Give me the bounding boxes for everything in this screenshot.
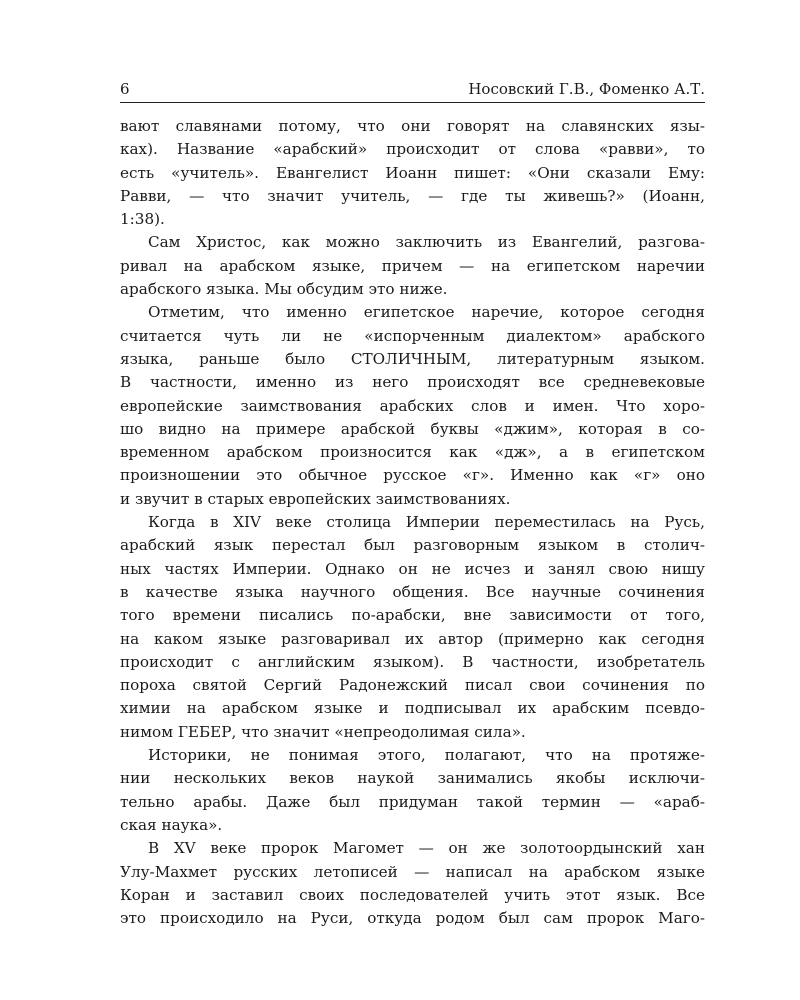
text-line: 1:38). (120, 210, 165, 229)
text-line: на каком языке разговаривал их автор (примерно как сегодня (120, 629, 705, 648)
text-line: Равви, — что значит учитель, — где ты живешь?» (Иоанн, (120, 186, 705, 205)
text-line: нии нескольких веков наукой занимались якобы исключи- (120, 769, 705, 788)
text-line: европейские заимствования арабских слов и имен. Что хоро- (120, 396, 705, 415)
text-line: ривал на арабском языке, причем — на египетском наречии (120, 256, 705, 275)
text-line: языка, раньше было СТОЛИЧНЫМ, литературным языком. (120, 349, 705, 368)
text-line: шо видно на примере арабской буквы «джим», которая в со- (120, 419, 705, 438)
text-line: Историки, не понимая этого, полагают, что на протяже- (148, 746, 705, 765)
text-line: в качестве языка научного общения. Все научные сочинения (120, 582, 705, 601)
text-line: Когда в XIV веке столица Империи переместилась на Русь, (148, 513, 705, 532)
text-line: тельно арабы. Даже был придуман такой термин — «араб- (120, 792, 705, 811)
body-text (120, 115, 705, 930)
text-line: Улу-Махмет русских летописей — написал на арабском языке (120, 862, 705, 881)
text-line: пороха святой Сергий Радонежский писал свои сочинения по (120, 676, 705, 695)
text-line: временном арабском произносится как «дж», а в египетском (120, 443, 705, 462)
text-line: ных частях Империи. Однако он не исчез и занял свою нишу (120, 559, 705, 578)
text-line: химии на арабском языке и подписывал их арабским псевдо- (120, 699, 705, 718)
text-line: ская наука». (120, 815, 223, 834)
text-line: арабского языка. Мы обсудим это ниже. (120, 280, 448, 299)
text-line: Отметим, что именно египетское наречие, которое сегодня (148, 303, 705, 322)
running-head-authors: Носовский Г.В., Фоменко А.Т. (468, 80, 705, 98)
text-line: и звучит в старых европейских заимствованиях. (120, 489, 511, 508)
page-number: 6 (120, 80, 130, 98)
text-line: арабский язык перестал был разговорным языком в столич- (120, 536, 705, 555)
text-line: происходит с английским языком). В частности, изобретатель (120, 652, 705, 671)
text-line: В частности, именно из него происходят все средневековые (120, 373, 705, 392)
text-line: того времени писались по-арабски, вне зависимости от того, (120, 606, 705, 625)
text-line: вают славянами потому, что они говорят на славянских язы- (120, 117, 705, 135)
page-header (120, 78, 705, 103)
text-line: Коран и заставил своих последователей учить этот язык. Все (120, 885, 705, 904)
text-line: нимом ГЕБЕР, что значит «непреодолимая сила». (120, 722, 526, 741)
text-line: В XV веке пророк Магомет — он же золотоордынский хан (148, 839, 705, 858)
text-line: Сам Христос, как можно заключить из Евангелий, разгова- (148, 233, 705, 252)
text-line: считается чуть ли не «испорченным диалектом» арабского (120, 326, 705, 345)
text-line: это происходило на Руси, откуда родом был сам пророк Маго- (120, 909, 705, 928)
text-line: произношении это обычное русское «г». Именно как «г» оно (120, 466, 705, 485)
text-line: есть «учитель». Евангелист Иоанн пишет: «Они сказали Ему: (120, 163, 705, 182)
text-line: ках). Название «арабский» происходит от слова «равви», то (120, 140, 705, 159)
